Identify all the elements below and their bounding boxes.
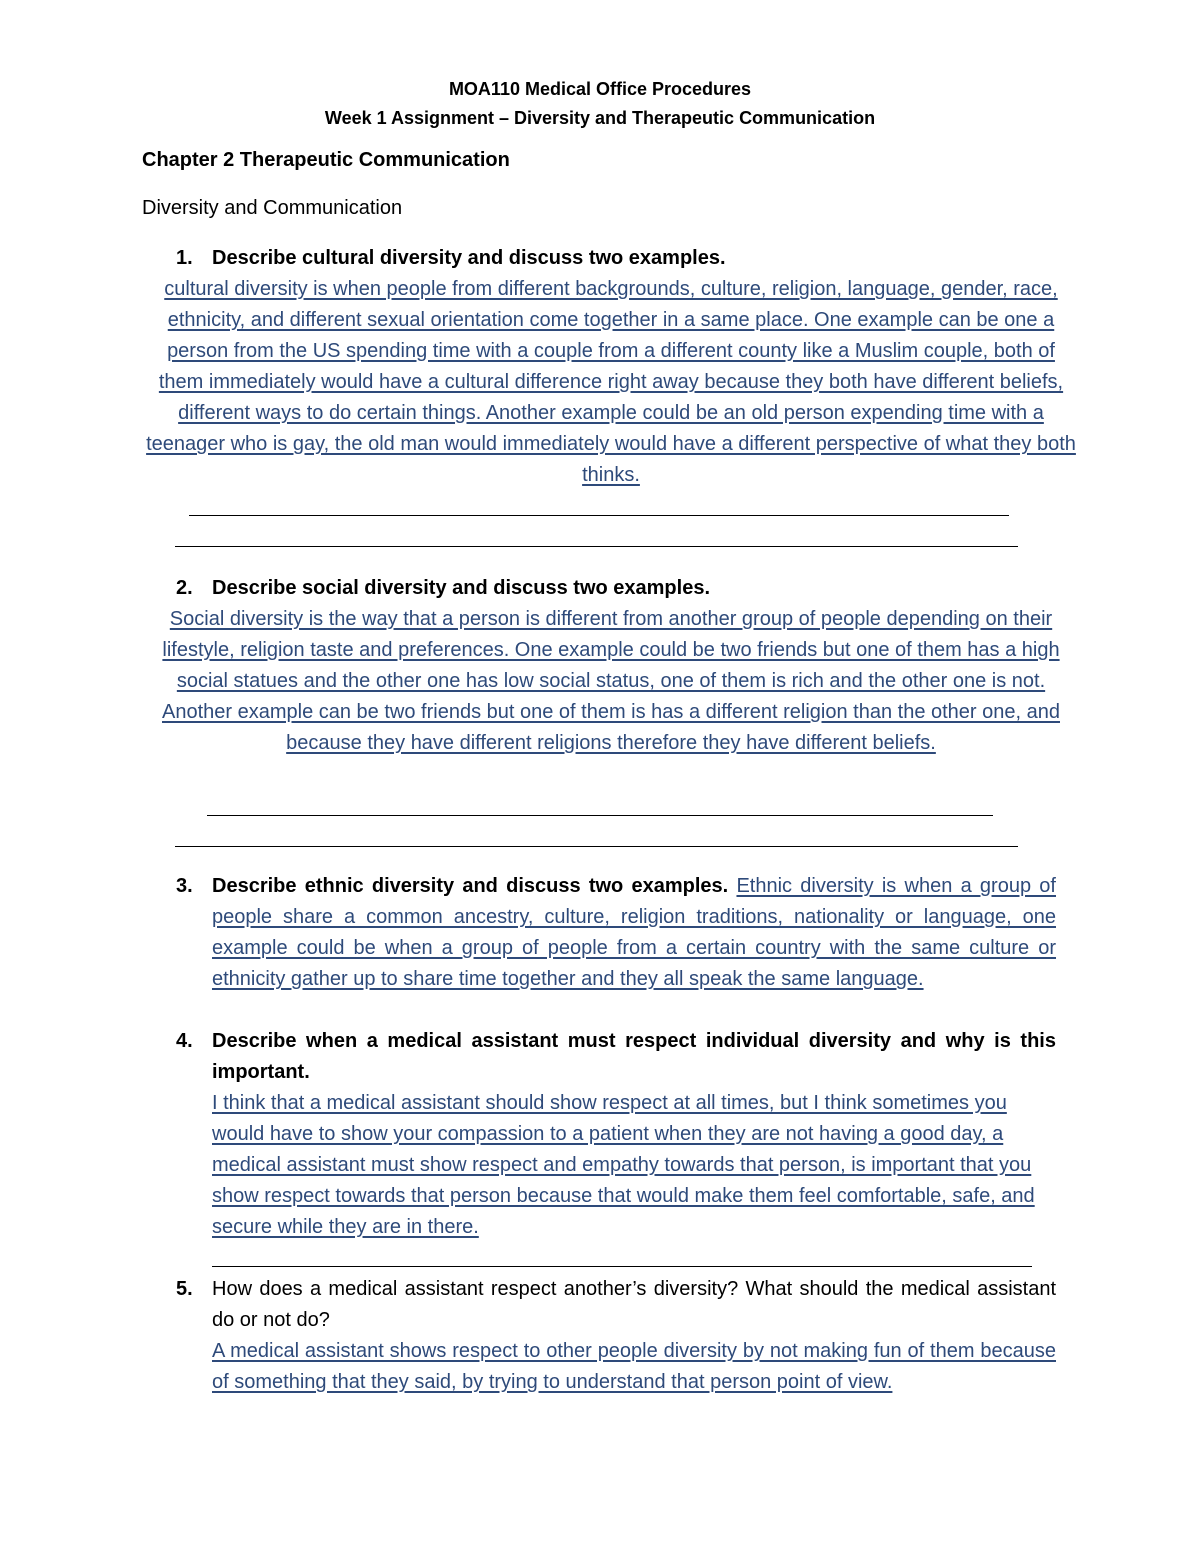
answer-text[interactable]: Social diversity is the way that a person is different from another group of people depending on their lifestyle, religion taste and preferences. One example could be two friends but one of them has a high social statues and the other one has low social status, one of them is rich and the other one is not. Another example can be two friends but one of them is has a different religion than the other one, and because they have different religions therefore they have different beliefs.	[162, 608, 1060, 754]
question-number: 2.	[176, 577, 193, 599]
question-prompt: Describe when a medical assistant must respect individual diversity and why is this important.	[212, 1030, 1056, 1083]
answer-blank-line	[212, 1266, 1032, 1267]
answer-blank-line	[175, 846, 1018, 847]
question-number: 3.	[176, 875, 193, 897]
question-number: 4.	[176, 1030, 193, 1052]
question-1	[146, 243, 1076, 491]
answer-blank-line	[175, 546, 1018, 547]
question-prompt: Describe social diversity and discuss two examples.	[212, 577, 710, 599]
document-title: MOA110 Medical Office Procedures	[448, 79, 752, 99]
question-prompt: How does a medical assistant respect another’s diversity? What should the medical assistant do or not do?	[212, 1278, 1056, 1331]
answer-text[interactable]: cultural diversity is when people from different backgrounds, culture, religion, language, gender, race, ethnicity, and different sexual orientation come together in a same place. One example can be one a person from the US spending time with a couple from a different county like a Muslim couple, both of them immediately would have a cultural difference right away because they both have different beliefs, different ways to do certain things. Another example could be an old person expending time with a teenager who is gay, the old man would immediately would have a different perspective of what they both thinks.	[146, 278, 1076, 486]
question-number: 1.	[176, 247, 193, 269]
chapter-heading: Chapter 2 Therapeutic Communication	[142, 149, 510, 171]
answer-blank-line	[189, 515, 1009, 516]
section-heading: Diversity and Communication	[142, 197, 403, 219]
document-subtitle: Week 1 Assignment – Diversity and Therapeutic Communication	[324, 108, 876, 128]
answer-text[interactable]: A medical assistant shows respect to other people diversity by not making fun of them because of something that they said, by trying to understand that person point of view.	[212, 1340, 1056, 1393]
question-prompt: Describe cultural diversity and discuss two examples.	[212, 247, 726, 269]
question-4	[176, 1026, 1056, 1243]
question-3	[176, 871, 1056, 995]
question-5	[176, 1274, 1056, 1398]
answer-text[interactable]: I think that a medical assistant should show respect at all times, but I think sometimes you would have to show your compassion to a patient when they are not having a good day, a medical assistant must show respect and empathy towards that person, is important that you show respect towards that person because that would make them feel comfortable, safe, and secure while they are in there.	[212, 1092, 1035, 1238]
question-2	[162, 573, 1060, 759]
question-number: 5.	[176, 1278, 193, 1300]
answer-text[interactable]: Ethnic diversity is when a group of people share a common ancestry, culture, religion traditions, nationality or language, one example could be when a group of people from a certain country with the same culture or ethnicity gather up to share time together and they all speak the same language.	[212, 875, 1056, 990]
question-prompt: Describe ethnic diversity and discuss two examples.	[212, 875, 729, 897]
answer-blank-line	[207, 815, 993, 816]
